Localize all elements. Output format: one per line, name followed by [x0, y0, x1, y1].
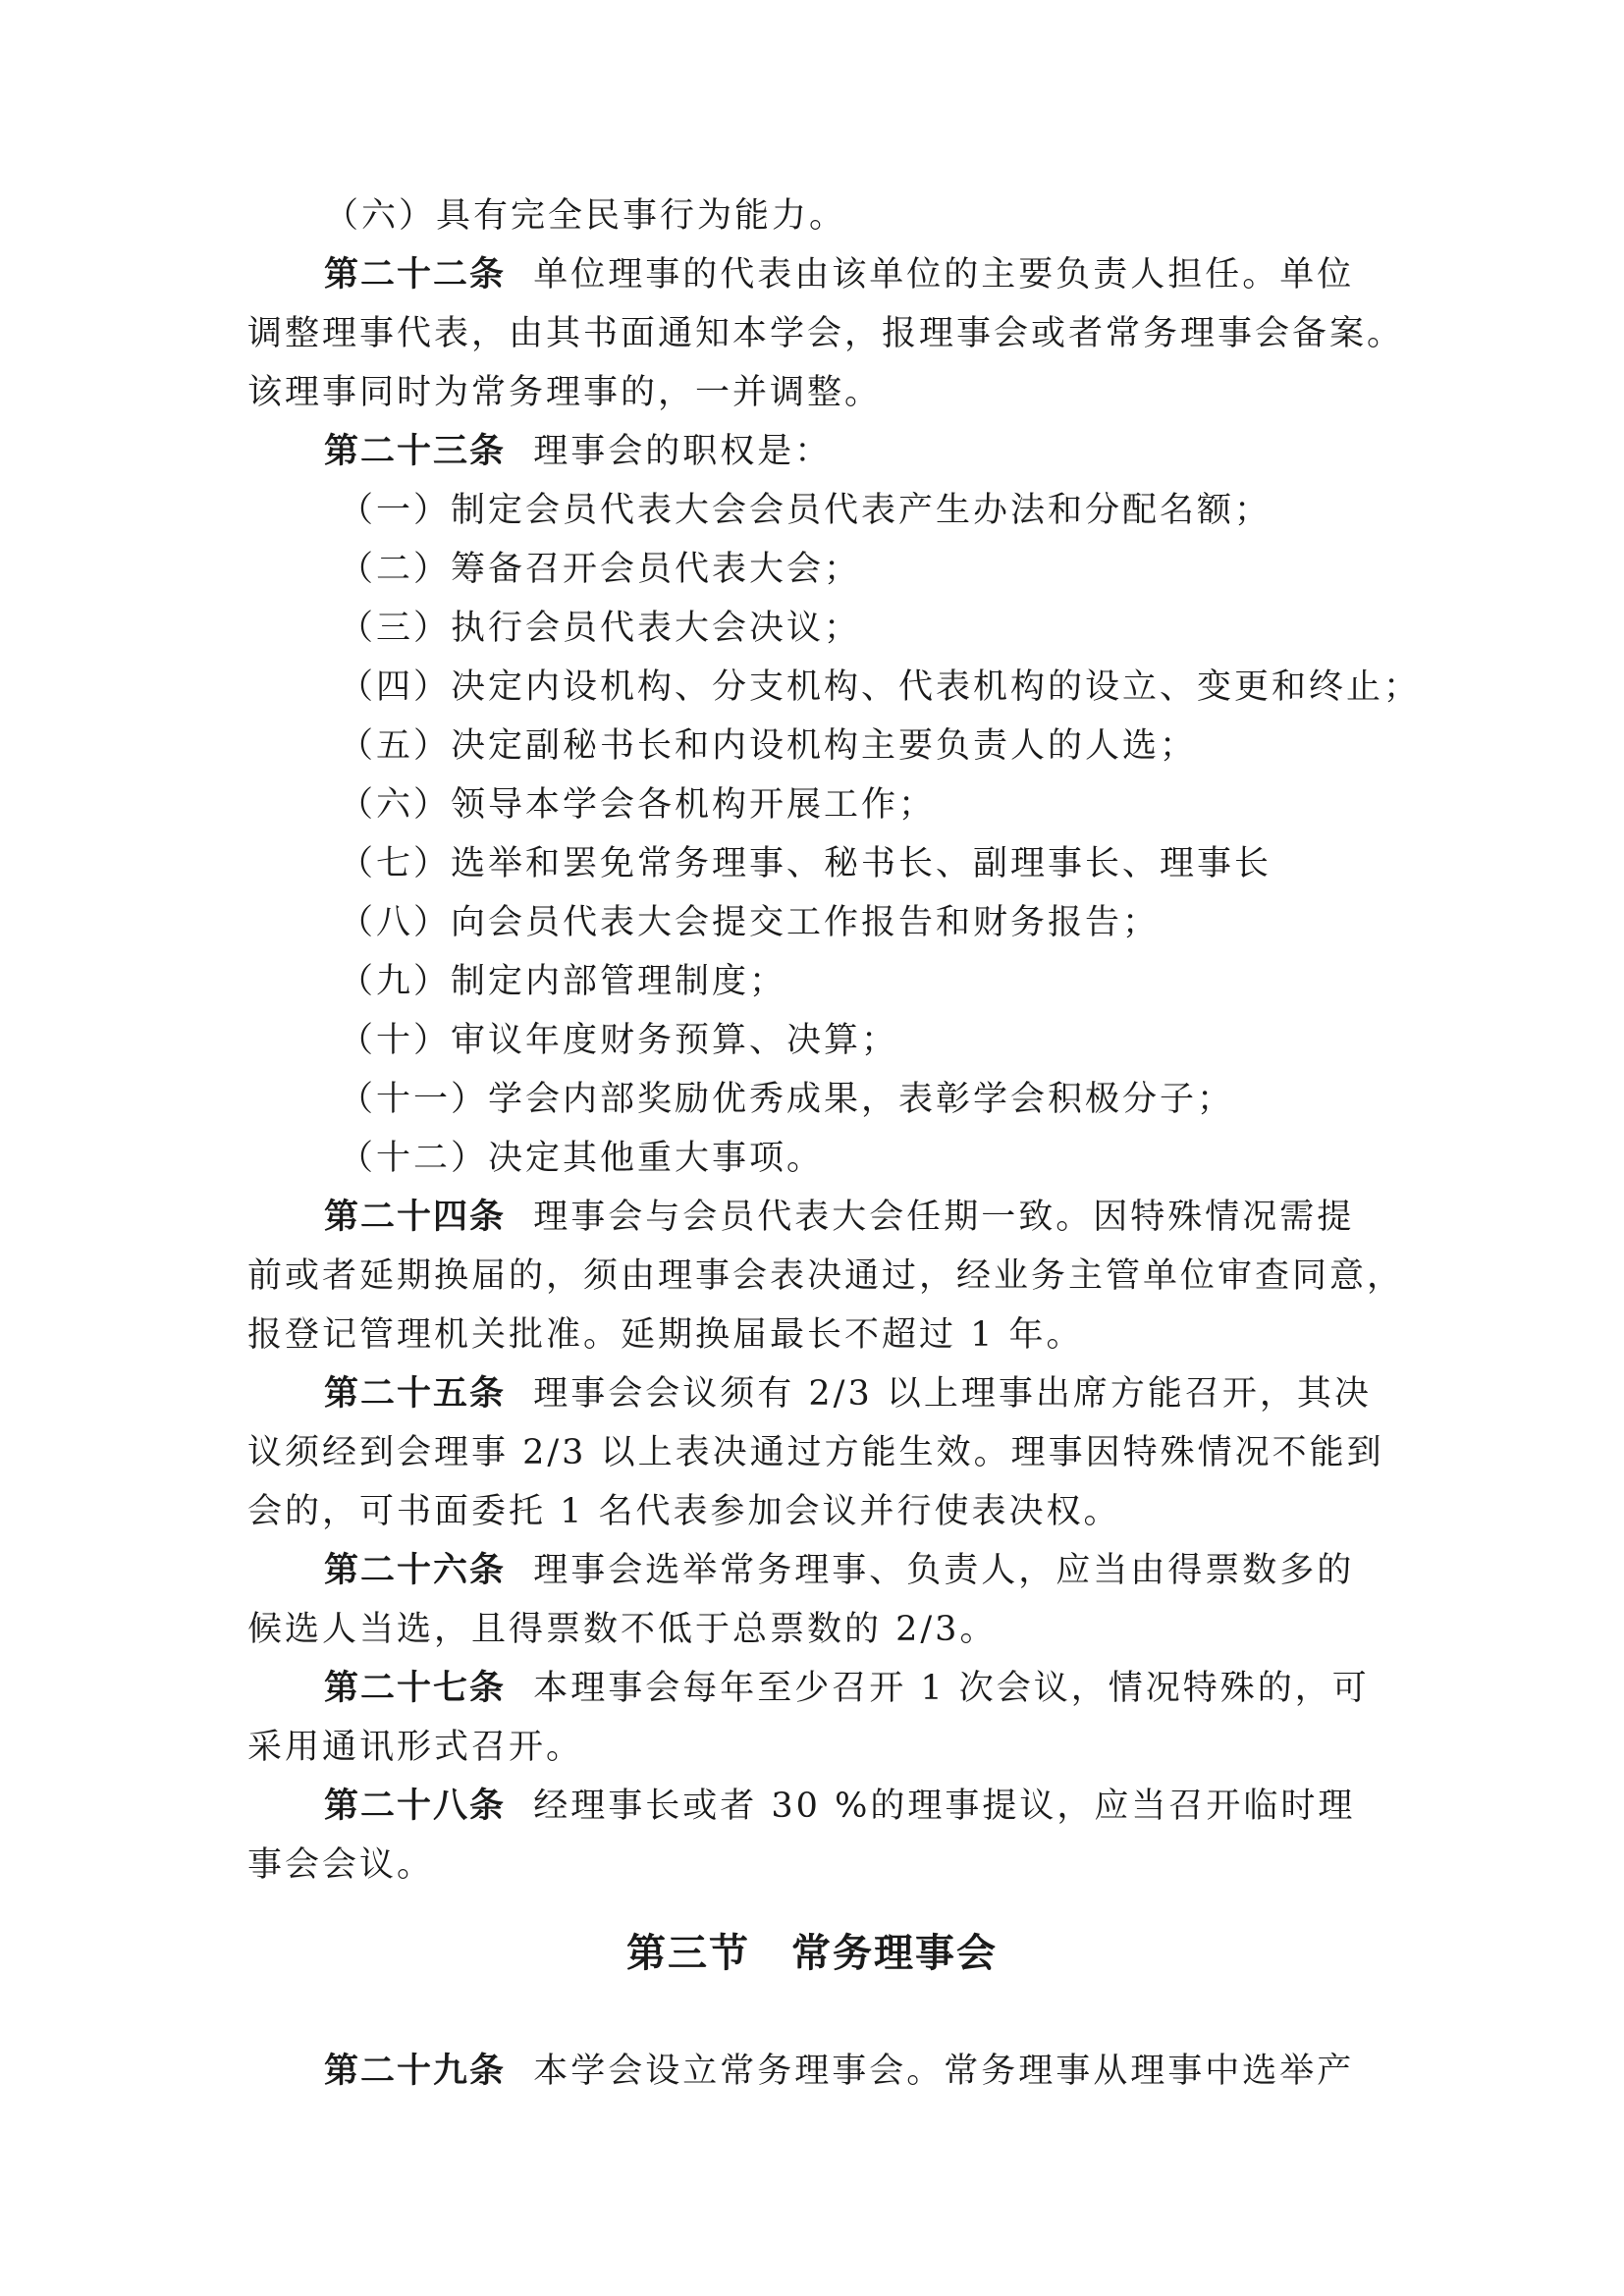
article-28-line: 第二十八条 经理事长或者 30 %的理事提议，应当召开临时理 [324, 1787, 1356, 1826]
list-item: （八）向会员代表大会提交工作报告和财务报告； [339, 903, 1161, 942]
article-29-line: 第二十九条 本学会设立常务理事会。常务理事从理事中选举产 [324, 2052, 1355, 2091]
article-heading: 第二十八条 [324, 1787, 507, 1826]
list-item: （一）制定会员代表大会会员代表产生办法和分配名额； [339, 491, 1272, 530]
section-title: 第三节 常务理事会 [626, 1931, 998, 1976]
paragraph-line: 事会会议。 [247, 1845, 435, 1885]
article-22-line: 第二十二条 单位理事的代表由该单位的主要负责人担任。单位 [324, 255, 1355, 294]
article-heading: 第二十四条 [324, 1198, 507, 1237]
article-25-line: 第二十五条 理事会会议须有 2/3 以上理事出席方能召开，其决 [324, 1374, 1372, 1414]
article-heading: 第二十九条 [324, 2052, 507, 2091]
list-item: （二）筹备召开会员代表大会； [339, 550, 862, 589]
article-23-line: 第二十三条 理事会的职权是： [324, 432, 833, 471]
list-item: （六）领导本学会各机构开展工作； [339, 785, 937, 825]
list-item: （十）审议年度财务预算、决算； [339, 1021, 899, 1060]
paragraph-line: 该理事同时为常务理事的，一并调整。 [247, 373, 883, 412]
paragraph-line: 会的，可书面委托 1 名代表参加会议并行使表决权。 [247, 1492, 1121, 1531]
list-item: （十二）决定其他重大事项。 [339, 1139, 825, 1178]
list-item: （九）制定内部管理制度； [339, 962, 787, 1001]
paragraph-line: 报登记管理机关批准。延期换届最长不超过 1 年。 [247, 1315, 1084, 1355]
article-heading: 第二十六条 [324, 1551, 507, 1590]
article-heading: 第二十五条 [324, 1374, 507, 1414]
paragraph-line: 采用通讯形式召开。 [247, 1728, 584, 1767]
paragraph-line: 调整理事代表，由其书面通知本学会，报理事会或者常务理事会备案。 [247, 314, 1405, 353]
article-heading: 第二十七条 [324, 1669, 507, 1708]
paragraph-line: （六）具有完全民事行为能力。 [324, 196, 847, 236]
article-27-line: 第二十七条 本理事会每年至少召开 1 次会议，情况特殊的，可 [324, 1669, 1370, 1708]
paragraph-line: 候选人当选，且得票数不低于总票数的 2/3。 [247, 1610, 998, 1649]
article-heading: 第二十二条 [324, 255, 507, 294]
article-heading: 第二十三条 [324, 432, 507, 471]
list-item: （三）执行会员代表大会决议； [339, 609, 862, 648]
list-item: （五）决定副秘书长和内设机构主要负责人的人选； [339, 726, 1198, 766]
list-item: （四）决定内设机构、分支机构、代表机构的设立、变更和终止； [339, 667, 1422, 707]
paragraph-line: 议须经到会理事 2/3 以上表决通过方能生效。理事因特殊情况不能到 [247, 1433, 1384, 1472]
article-26-line: 第二十六条 理事会选举常务理事、负责人，应当由得票数多的 [324, 1551, 1355, 1590]
list-item: （十一）学会内部奖励优秀成果，表彰学会积极分子； [339, 1080, 1235, 1119]
article-24-line: 第二十四条 理事会与会员代表大会任期一致。因特殊情况需提 [324, 1198, 1355, 1237]
list-item: （七）选举和罢免常务理事、秘书长、副理事长、理事长 [339, 844, 1272, 883]
paragraph-line: 前或者延期换届的，须由理事会表决通过，经业务主管单位审查同意， [247, 1256, 1405, 1296]
